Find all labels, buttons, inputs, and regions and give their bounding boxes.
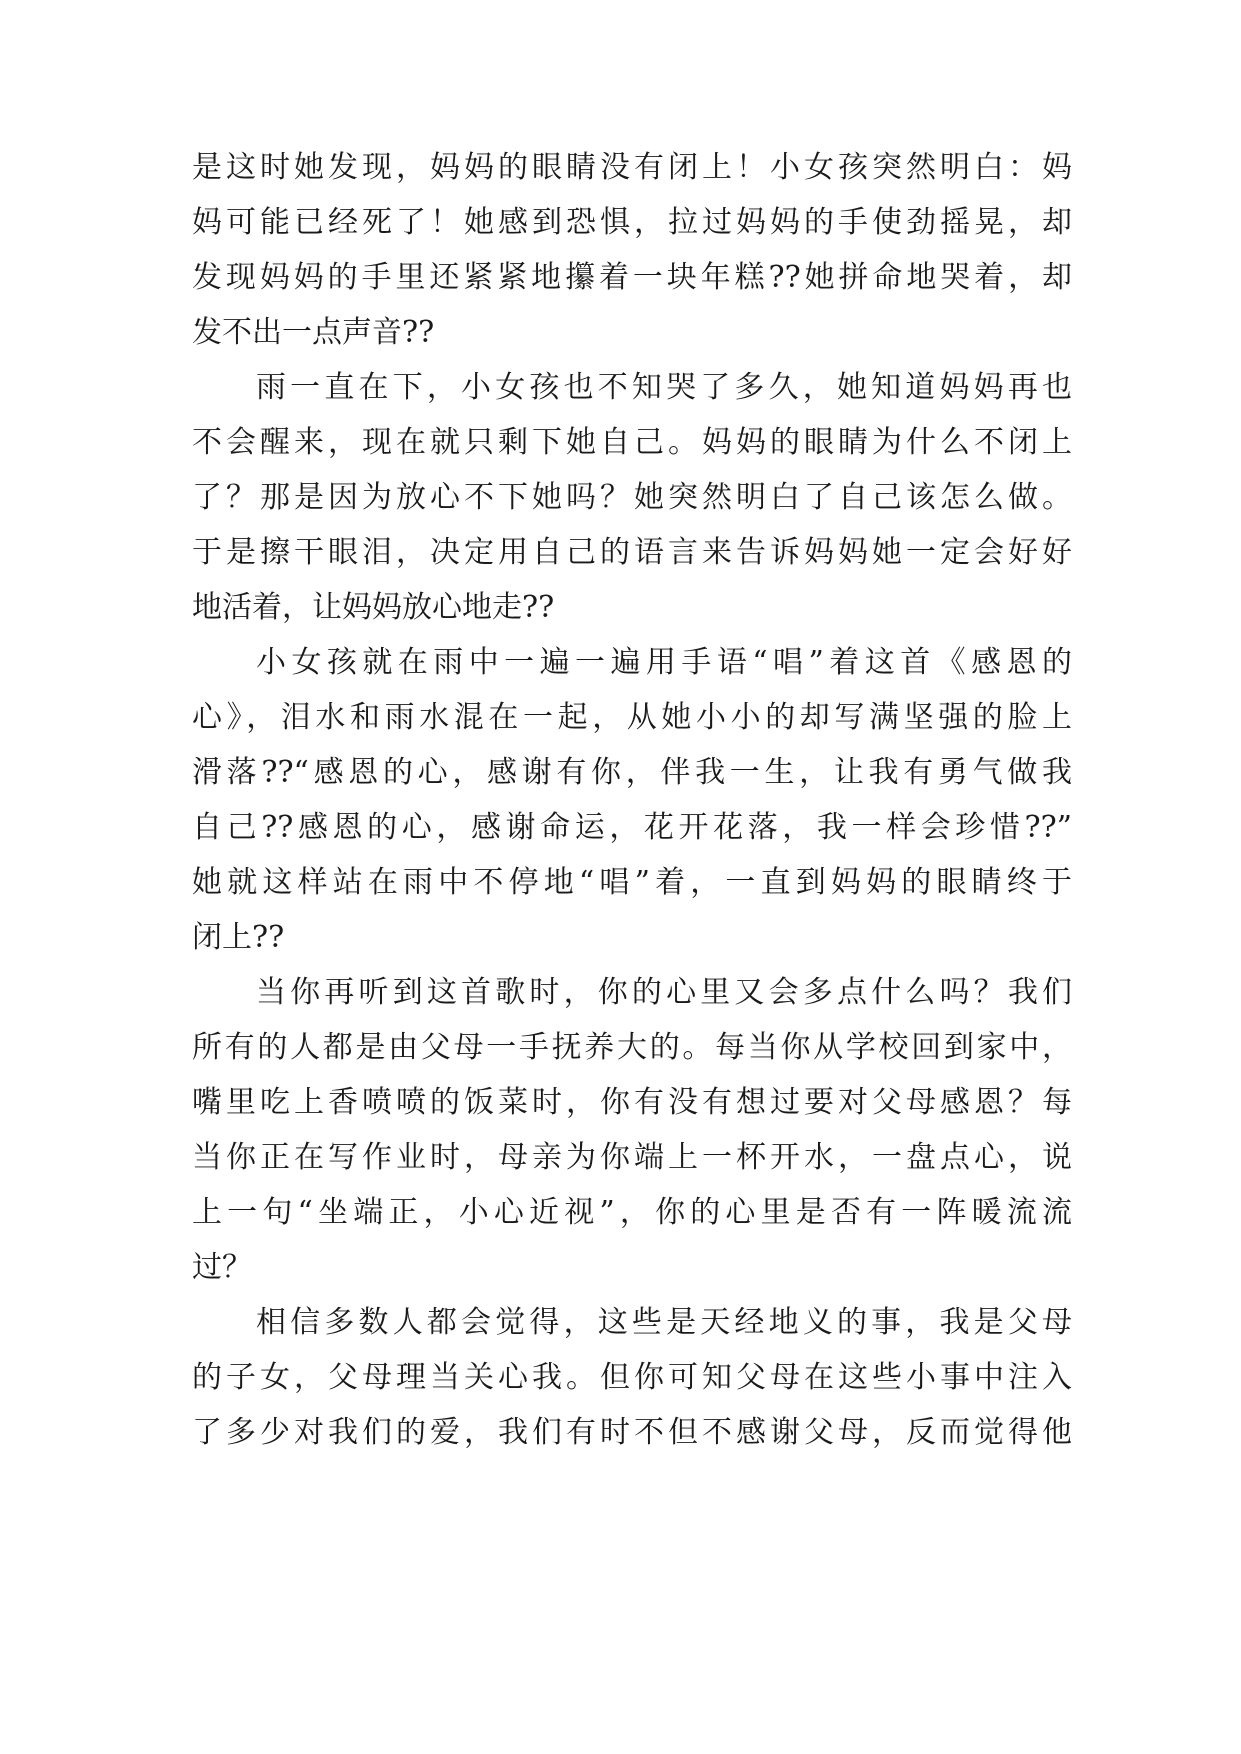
text-line: 不会醒来，现在就只剩下她自己。妈妈的眼睛为什么不闭上: [192, 425, 1072, 460]
text-line: 小女孩就在雨中一遍一遍用手语“唱”着这首《感恩的: [256, 645, 1072, 680]
text-line: 发不出一点声音??: [192, 315, 435, 350]
text-line: 闭上??: [192, 920, 285, 955]
text-line: 了？那是因为放心不下她吗？她突然明白了自己该怎么做。: [192, 480, 1072, 515]
text-line: 所有的人都是由父母一手抚养大的。每当你从学校回到家中，: [192, 1030, 1072, 1065]
text-line: 嘴里吃上香喷喷的饭菜时，你有没有想过要对父母感恩？每: [192, 1085, 1072, 1120]
text-line: 自己??感恩的心，感谢命运，花开花落，我一样会珍惜??”: [192, 810, 1072, 845]
text-line: 于是擦干眼泪，决定用自己的语言来告诉妈妈她一定会好好: [192, 535, 1072, 570]
text-line: 的子女，父母理当关心我。但你可知父母在这些小事中注入: [192, 1360, 1072, 1395]
text-line: 地活着，让妈妈放心地走??: [192, 590, 555, 625]
text-line: 上一句“坐端正，小心近视”，你的心里是否有一阵暖流流: [192, 1195, 1072, 1230]
text-line: 滑落??“感恩的心，感谢有你，伴我一生，让我有勇气做我: [192, 755, 1072, 790]
text-line: 过？: [192, 1250, 252, 1285]
text-line: 当你再听到这首歌时，你的心里又会多点什么吗？我们: [256, 975, 1072, 1010]
text-line: 当你正在写作业时，母亲为你端上一杯开水，一盘点心，说: [192, 1140, 1072, 1175]
text-line: 相信多数人都会觉得，这些是天经地义的事，我是父母: [256, 1305, 1072, 1340]
text-line: 她就这样站在雨中不停地“唱”着，一直到妈妈的眼睛终于: [192, 865, 1072, 900]
text-line: 发现妈妈的手里还紧紧地攥着一块年糕??她拼命地哭着，却: [192, 260, 1072, 295]
text-line: 了多少对我们的爱，我们有时不但不感谢父母，反而觉得他: [192, 1415, 1072, 1450]
text-line: 雨一直在下，小女孩也不知哭了多久，她知道妈妈再也: [256, 370, 1072, 405]
text-line: 是这时她发现，妈妈的眼睛没有闭上！小女孩突然明白：妈: [192, 150, 1072, 185]
text-line: 心》，泪水和雨水混在一起，从她小小的却写满坚强的脸上: [192, 700, 1072, 735]
text-line: 妈可能已经死了！她感到恐惧，拉过妈妈的手使劲摇晃，却: [192, 205, 1072, 240]
